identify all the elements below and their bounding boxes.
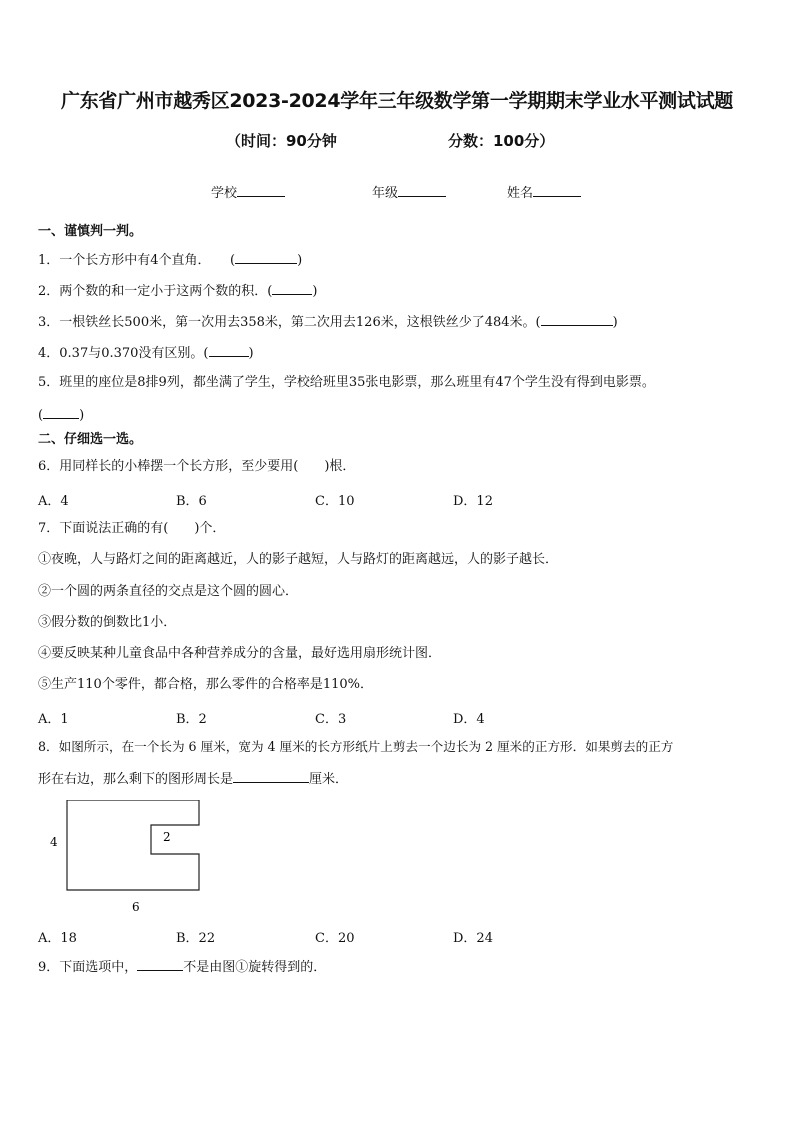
question-2: [38, 282, 317, 300]
grade-blank[interactable]: [398, 184, 446, 197]
question-3-text: 3．一根铁丝长500米，第一次用去358米，第二次用去126米，这根铁丝少了484米。(: [38, 315, 541, 330]
q7-option-d[interactable]: D．4: [453, 712, 485, 727]
q6-option-d[interactable]: D．12: [453, 494, 493, 509]
question-1-blank[interactable]: [235, 251, 297, 264]
question-9: [38, 958, 326, 976]
q8-shape-outline: [67, 800, 199, 890]
question-5-close: ): [79, 408, 85, 423]
q8-option-c[interactable]: C．20: [315, 931, 355, 946]
question-7: 7．下面说法正确的有( )个．: [38, 521, 226, 536]
question-4-text: 4．0.37与0.370没有区别。(: [38, 346, 209, 361]
question-2-blank[interactable]: [272, 282, 312, 295]
question-6: 6．用同样长的小棒摆一个长方形，至少要用( )根．: [38, 459, 356, 474]
question-5-blank[interactable]: [43, 406, 79, 419]
question-9-text-b: 不是由图①旋转得到的．: [183, 960, 327, 975]
exam-time: （时间：90分钟: [226, 132, 337, 150]
q8-label-height: 4: [50, 835, 58, 849]
school-field: [211, 182, 285, 201]
q7-option-b[interactable]: B．2: [176, 712, 207, 727]
question-2-text: 2．两个数的和一定小于这两个数的积．(: [38, 284, 273, 299]
q8-option-b[interactable]: B．22: [176, 931, 216, 946]
q6-option-b[interactable]: B．6: [176, 494, 207, 509]
school-blank[interactable]: [237, 184, 285, 197]
q7-option-a[interactable]: A．1: [38, 712, 69, 727]
question-1: [38, 251, 302, 269]
question-4-close: ): [248, 346, 254, 361]
q7-statement-2: ②一个圆的两条直径的交点是这个圆的圆心．: [38, 584, 299, 599]
school-label: 学校: [211, 186, 238, 201]
q7-statement-3: ③假分数的倒数比1小．: [38, 615, 177, 630]
question-9-text-a: 9．下面选项中，: [38, 960, 138, 975]
section1-heading: 一、谨慎判一判。: [38, 224, 143, 239]
page-title: 广东省广州市越秀区2023-2024学年三年级数学第一学期期末学业水平测试试题: [61, 90, 733, 112]
question-4: [38, 344, 254, 362]
q7-statement-4: ④要反映某种儿童食品中各种营养成分的含量，最好选用扇形统计图．: [38, 646, 442, 661]
question-1-text: 1．一个长方形中有4个直角． (: [38, 253, 236, 268]
q8-label-inner: 2: [163, 830, 171, 844]
q6-option-c[interactable]: C．10: [315, 494, 355, 509]
question-2-close: ): [312, 284, 318, 299]
question-9-blank[interactable]: [137, 958, 183, 971]
name-label: 姓名: [507, 186, 534, 201]
q6-option-a[interactable]: A．4: [38, 494, 69, 509]
q7-statement-5: ⑤生产110个零件，都合格，那么零件的合格率是110%．: [38, 677, 373, 692]
question-5: 5．班里的座位是8排9列，都坐满了学生，学校给班里35张电影票，那么班里有47个学生没有得到电影票。: [38, 375, 655, 390]
question-8-line2: [38, 770, 348, 788]
question-3-close: ): [612, 315, 618, 330]
q8-option-d[interactable]: D．24: [453, 931, 493, 946]
name-blank[interactable]: [533, 184, 581, 197]
q7-option-c[interactable]: C．3: [315, 712, 347, 727]
q7-statement-1: ①夜晚，人与路灯之间的距离越近，人的影子越短，人与路灯的距离越远，人的影子越长．: [38, 552, 559, 567]
question-5-answer: [38, 406, 84, 424]
question-3: [38, 313, 618, 331]
grade-label: 年级: [372, 186, 399, 201]
q8-option-a[interactable]: A．18: [38, 931, 77, 946]
question-5-open: (: [38, 408, 44, 423]
q8-label-width: 6: [132, 900, 140, 914]
question-8-blank[interactable]: [233, 770, 309, 783]
question-8: 8．如图所示，在一个长为 6 厘米，宽为 4 厘米的长方形纸片上剪去一个边长为 2 厘米的正方形．如果剪去的正方: [38, 739, 674, 754]
grade-field: [372, 182, 446, 201]
q8-figure: [40, 800, 220, 920]
question-8-text-a: 形在右边，那么剩下的图形周长是: [38, 772, 234, 787]
name-field: [507, 182, 581, 201]
exam-score: 分数：100分）: [448, 132, 555, 150]
question-8-text-b: 厘米．: [309, 772, 349, 787]
question-1-close: ): [297, 253, 303, 268]
question-3-blank[interactable]: [541, 313, 613, 326]
section2-heading: 二、仔细选一选。: [38, 432, 143, 447]
question-4-blank[interactable]: [209, 344, 249, 357]
